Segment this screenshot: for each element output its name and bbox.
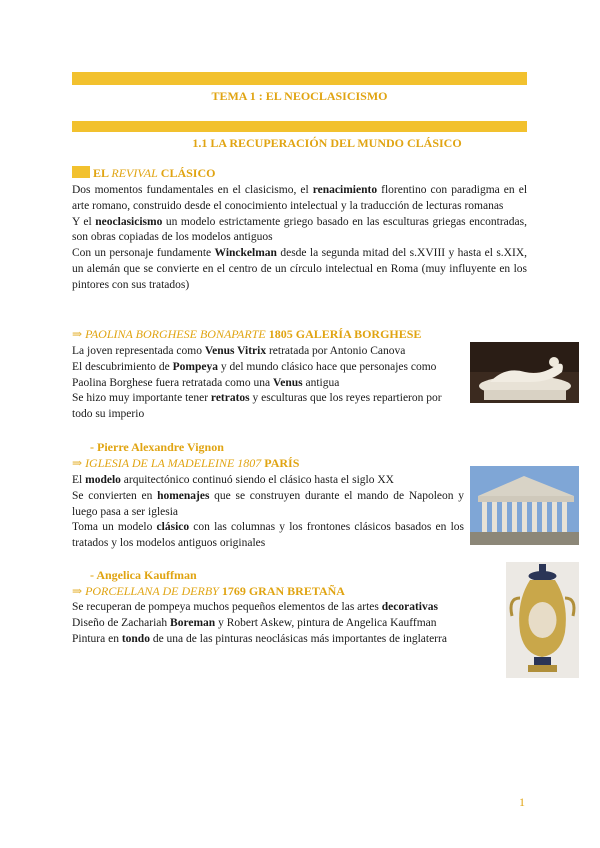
page-number: 1	[519, 795, 525, 809]
section-title: 1.1 LA RECUPERACIÓN DEL MUNDO CLÁSICO	[192, 136, 462, 150]
paolina-sculpture-image	[470, 342, 579, 403]
derby-paragraph: Se recuperan de pompeya muchos pequeños elementos de las artes decorativas Diseño de Zachariah Boreman y Robert Askew, pintura de Angelica Kauffman Pintura en tondo de una de las pinturas neoclásicas más importantes de inglaterra	[72, 601, 447, 645]
section-highlight-bar-left	[72, 121, 127, 132]
madeleine-author: - Pierre Alexandre Vignon	[90, 440, 224, 454]
madeleine-heading: ⇒ IGLESIA DE LA MADELEINE 1807 PARÍS	[72, 456, 300, 470]
section-highlight-bar	[127, 121, 527, 132]
revival-paragraph: Dos momentos fundamentales en el clasicismo, el renacimiento florentino con paradigma en el arte romano, construido desde el conocimiento intelectual y la traducción de lecturas romanas Y el neoclasicismo un modelo estrictamente griego basado en las esculturas griegas encontradas, son obras copiadas de los modelos antiguos Con un personaje fundamente Winckelman desde la segunda mitad del s.XVIII y hasta el s.XIX, un alemán que se convierte en el centro de un círculo intelectual en Roma (muy influyente en los pintores con sus tratados)	[72, 184, 528, 291]
madeleine-paragraph: El modelo arquitectónico continuó siendo el clásico hasta el siglo XX Se convierten en homenajes que se construyen durante el mando de Napoleon y luego pasa a ser iglesia Toma un modelo clásico con las columnas y los frontones clásicos basados en los tratados y los modelos antiguos originales	[72, 474, 465, 550]
revival-heading: EL REVIVAL CLÁSICO	[72, 166, 215, 181]
paolina-heading: ⇒ PAOLINA BORGHESE BONAPARTE 1805 GALERÍA BORGHESE	[72, 327, 422, 341]
derby-heading: ⇒ PORCELLANA DE DERBY 1769 GRAN BRETAÑA	[72, 584, 345, 598]
title-highlight-bar	[72, 72, 527, 85]
derby-author: - Angelica Kauffman	[90, 568, 197, 582]
derby-vase-image	[506, 562, 579, 678]
madeleine-church-image	[470, 466, 579, 545]
paolina-paragraph: La joven representada como Venus Vitrix retratada por Antonio Canova El descubrimiento de Pompeya y del mundo clásico hace que personajes como Paolina Borghese fuera retratada como una Venus antigua Se hizo muy importante tener retratos y esculturas que los reyes repartieron por todo su imperio	[72, 345, 442, 421]
theme-title: TEMA 1 : EL NEOCLASICISMO	[211, 89, 388, 103]
heading-marker	[72, 166, 90, 178]
